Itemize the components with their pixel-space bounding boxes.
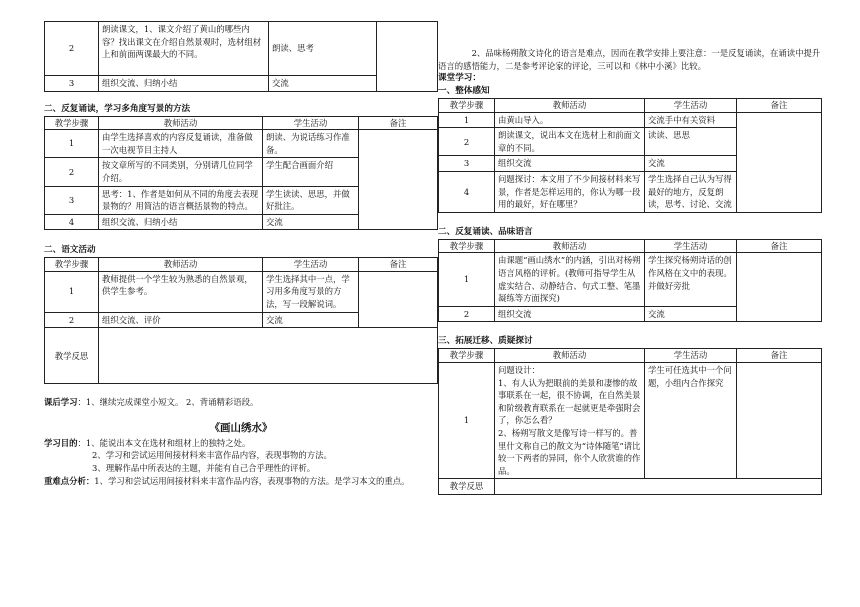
- column-header: 教师活动: [495, 349, 645, 363]
- student-cell: 朗读、为说话练习作准备。: [263, 130, 359, 158]
- step-cell: 2: [439, 128, 495, 156]
- reflection-cell: [99, 328, 438, 384]
- table-row: [439, 253, 822, 306]
- table-header-row: [45, 258, 438, 272]
- column-header: 教学步骤: [45, 116, 99, 130]
- step-cell: 4: [45, 214, 99, 230]
- goals-line: [44, 437, 438, 450]
- table-activity: [44, 257, 438, 384]
- step-cell: 1: [45, 130, 99, 158]
- table-row: [45, 130, 438, 158]
- student-cell: 学生配合画面介绍: [263, 158, 359, 186]
- column-header: 教学步骤: [439, 349, 495, 363]
- column-header: 备注: [737, 99, 822, 113]
- teacher-cell: 朗读课文，1、课文介绍了黄山的哪些内容？找出课文在介绍自然景观时，选材组材上和前面两课最大的不同。: [99, 22, 269, 76]
- student-cell: 学生探究杨朔诗话的创作风格在文中的表现。并做好旁批: [645, 253, 737, 306]
- column-header: 教师活动: [495, 239, 645, 253]
- teacher-cell: 按文章所写的不同类别，分别请几位同学介绍。: [99, 158, 263, 186]
- teacher-cell: 由课题“画山绣水”的内涵，引出对杨朔语言风格的评析。(教师可指导学生从虚实结合、动静结合、句式工整、笔墨凝练等方面探究): [495, 253, 645, 306]
- step-cell: 2: [45, 158, 99, 186]
- student-cell: 交流: [269, 76, 377, 92]
- column-header: 教师活动: [99, 116, 263, 130]
- teacher-cell: 组织交流: [495, 156, 645, 172]
- right-column: [438, 47, 822, 495]
- table-activity-top: [44, 21, 438, 92]
- after-class-label: 课后学习: [44, 397, 78, 408]
- step-cell: 3: [45, 76, 99, 92]
- goals-label: 学习目的: [44, 437, 78, 448]
- after-class-text: ：1、继续完成课堂小短文。 2、背诵精彩语段。: [77, 397, 259, 408]
- goal-item: ：1、能说出本文在选材和组材上的独特之处。: [77, 437, 251, 448]
- student-cell: 学生选择自己认为写得最好的地方，反复朗读，思考、讨论、交流: [645, 172, 737, 213]
- lesson-title: 《画山绣水》: [209, 421, 273, 434]
- section-heading: 三、拓展迁移、质疑探讨: [438, 336, 533, 347]
- column-header: 学生活动: [263, 116, 359, 130]
- step-cell: 2: [45, 312, 99, 328]
- column-header: 学生活动: [645, 349, 737, 363]
- reflection-cell: [495, 479, 822, 495]
- note-cell: [737, 112, 822, 212]
- reflection-label: 教学反思: [439, 479, 495, 495]
- column-header: 教师活动: [99, 258, 263, 272]
- key-text: 1、学习和尝试运用间接材料来丰富作品内容，表现事物的方法。是学习本文的重点。: [94, 475, 410, 486]
- teacher-cell: 组织交流、归纳小结: [99, 76, 269, 92]
- section-heading: 二、语文活动: [44, 245, 96, 256]
- section-heading: 一、整体感知: [438, 86, 490, 97]
- student-cell: 交流: [263, 214, 359, 230]
- class-label: 课堂学习：: [438, 73, 481, 84]
- teacher-cell: 朗读课文，说出本文在选材上和前面文章的不同。: [495, 128, 645, 156]
- table-reading: [44, 116, 438, 231]
- teacher-cell: [495, 362, 645, 478]
- student-cell: 学生可任选其中一个问题，小组内合作探究: [645, 362, 737, 478]
- key-line: [44, 475, 438, 488]
- table-row: [45, 22, 438, 76]
- step-cell: 1: [439, 362, 495, 478]
- table-row: [45, 328, 438, 384]
- teacher-cell: 思考：1、作者是如何从不同的角度去表现景物的？用简洁的语言概括景物的特点。: [99, 186, 263, 214]
- student-cell: 交流: [645, 156, 737, 172]
- step-cell: 3: [45, 186, 99, 214]
- after-class-line: [44, 396, 438, 409]
- question-line: 1、有人认为把眼前的美景和凄惨的故事联系在一起，很不协调，在自然美景和阶级教育联系在一起就更是牵强附会了，你怎么看？: [498, 377, 641, 426]
- student-cell: 交流: [645, 306, 737, 322]
- table-row: [439, 112, 822, 128]
- step-cell: 1: [439, 112, 495, 128]
- step-cell: 2: [439, 306, 495, 322]
- section-heading: 二、反复诵读、品味语言: [438, 226, 533, 237]
- question-line: 2、杨朔写散文是像写诗一样写的。普里什文称自己的散文为“诗体随笔”请比较一下两者的异同，你个人欣赏谁的作品。: [498, 427, 641, 476]
- teacher-cell: 组织交流: [495, 306, 645, 322]
- table-header-row: [439, 99, 822, 113]
- table-language: [438, 239, 822, 323]
- note-cell: [737, 362, 822, 478]
- teacher-cell: 由黄山导入。: [495, 112, 645, 128]
- note-cell: [359, 130, 438, 230]
- student-cell: 朗读、思考: [269, 22, 377, 76]
- student-cell: 学生读读、思思，并做好批注。: [263, 186, 359, 214]
- teacher-cell: 组织交流、评价: [99, 312, 263, 328]
- step-cell: 4: [439, 172, 495, 213]
- column-header: 学生活动: [645, 99, 737, 113]
- reflection-label: 教学反思: [45, 328, 99, 384]
- step-cell: 1: [439, 253, 495, 306]
- teacher-cell: 由学生选择喜欢的内容反复诵读，准备做一次电视节目主持人: [99, 130, 263, 158]
- note-cell: [737, 253, 822, 322]
- student-cell: 学生选择其中一点，学习用多角度写景的方法，写一段解说词。: [263, 271, 359, 312]
- step-cell: 2: [45, 22, 99, 76]
- step-cell: 3: [439, 156, 495, 172]
- student-cell: 交流手中有关资料: [645, 112, 737, 128]
- intro-paragraph: 2、品味杨朔散文诗化的语言是难点，因而在教学安排上要注意：一是反复诵读，在诵读中提升语言的感悟能力，二是参考评论家的评论，三可以和《林中小溪》比较。: [438, 48, 821, 71]
- step-cell: 1: [45, 271, 99, 312]
- student-cell: 读读、思思: [645, 128, 737, 156]
- teacher-cell: 教师提供一个学生较为熟悉的自然景观，供学生参考。: [99, 271, 263, 312]
- question-line: 问题设计：: [498, 364, 540, 375]
- column-header: 教学步骤: [45, 258, 99, 272]
- table-extension: [438, 348, 822, 495]
- table-row: [439, 479, 822, 495]
- goal-item: 2、学习和尝试运用间接材料来丰富作品内容，表现事物的方法。: [92, 450, 332, 461]
- column-header: 备注: [737, 239, 822, 253]
- column-header: 学生活动: [263, 258, 359, 272]
- column-header: 教师活动: [495, 99, 645, 113]
- section-heading: 二、反复诵读，学习多角度写景的方法: [44, 103, 191, 114]
- column-header: 备注: [359, 116, 438, 130]
- column-header: 教学步骤: [439, 239, 495, 253]
- key-label: 重难点分析：: [44, 475, 95, 486]
- teacher-cell: 问题探讨：本文用了不少间接材料来写景，作者是怎样运用的，你认为哪一段用的最好，好在哪里？: [495, 172, 645, 213]
- note-cell: [377, 22, 438, 92]
- table-overview: [438, 98, 822, 213]
- column-header: 教学步骤: [439, 99, 495, 113]
- table-row: [45, 271, 438, 312]
- table-header-row: [439, 349, 822, 363]
- table-row: [439, 362, 822, 478]
- column-header: 备注: [737, 349, 822, 363]
- student-cell: 交流: [263, 312, 359, 328]
- goal-item: 3、理解作品中所表达的主题，并能有自己合乎理性的评析。: [92, 462, 316, 473]
- column-header: 备注: [359, 258, 438, 272]
- table-header-row: [45, 116, 438, 130]
- note-cell: [359, 271, 438, 327]
- teacher-cell: 组织交流、归纳小结: [99, 214, 263, 230]
- left-column: [44, 0, 438, 487]
- table-header-row: [439, 239, 822, 253]
- column-header: 学生活动: [645, 239, 737, 253]
